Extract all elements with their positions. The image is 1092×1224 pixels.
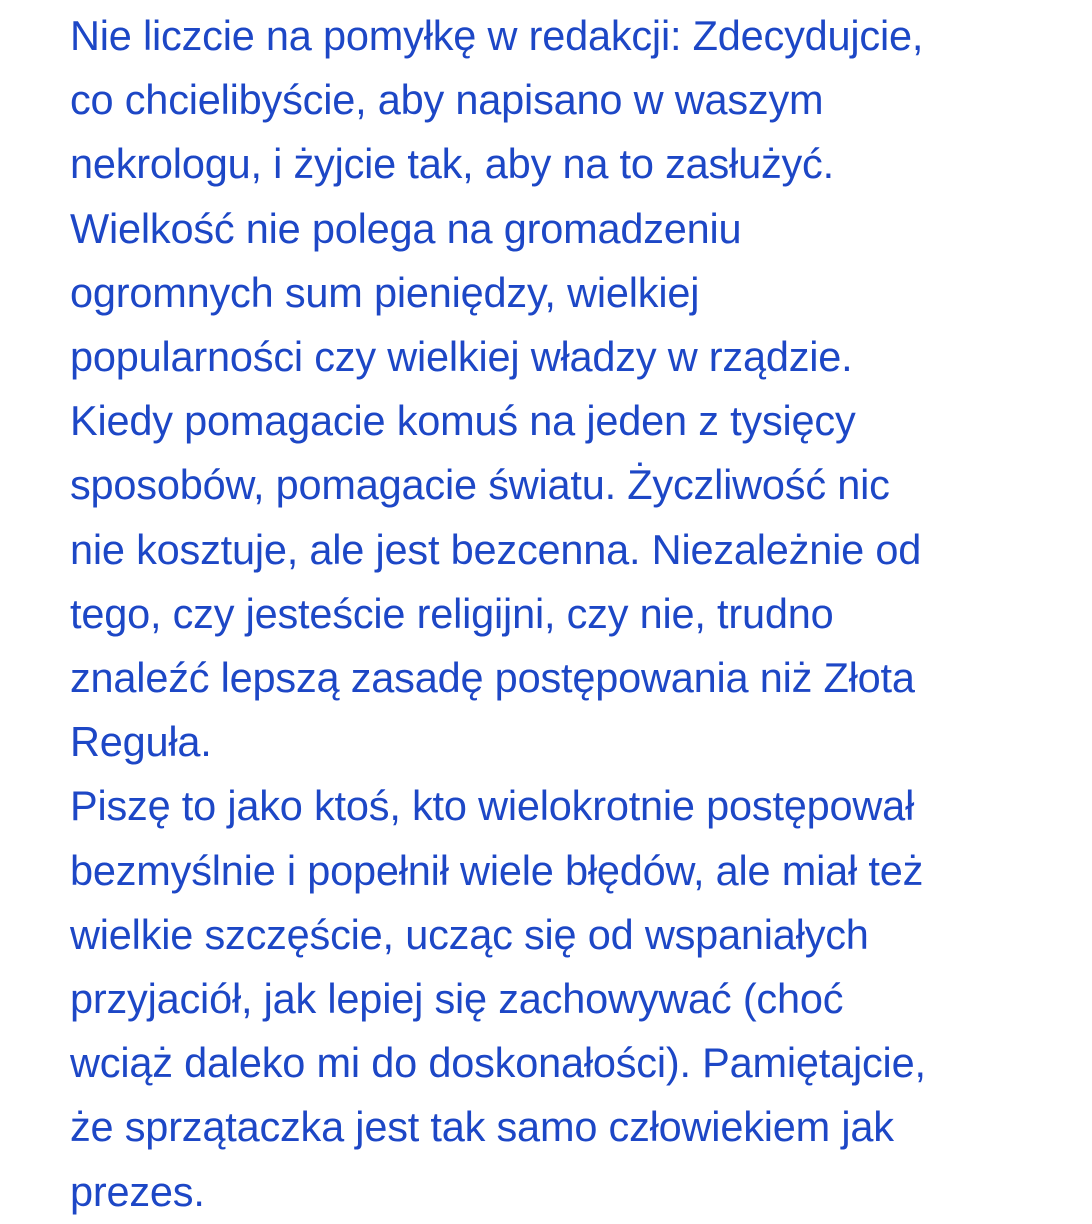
text-line: nie kosztuje, ale jest bezcenna. Niezależnie od: [70, 525, 922, 573]
text-line: tego, czy jesteście religijni, czy nie, trudno: [70, 589, 834, 637]
text-line: ogromnych sum pieniędzy, wielkiej: [70, 268, 700, 316]
text-line: Kiedy pomagacie komuś na jeden z tysięcy: [70, 397, 856, 445]
text-line: Nie liczcie na pomyłkę w redakcji: Zdecydujcie,: [70, 12, 924, 59]
text-line: bezmyślnie i popełnił wiele błędów, ale miał też: [70, 846, 924, 894]
text-line: sposobów, pomagacie światu. Życzliwość nic: [70, 461, 890, 509]
text-line: co chcielibyście, aby napisano w waszym: [70, 76, 824, 124]
text-line: wciąż daleko mi do doskonałości). Pamiętajcie,: [70, 1039, 926, 1087]
text-line: nekrologu, i żyjcie tak, aby na to zasłużyć.: [70, 140, 834, 188]
text-line: wielkie szczęście, ucząc się od wspaniałych: [70, 910, 869, 958]
document-body: [70, 4, 1080, 1224]
text-line: Piszę to jako ktoś, kto wielokrotnie postępował: [70, 782, 915, 830]
text-line: przyjaciół, jak lepiej się zachowywać (choć: [70, 975, 844, 1023]
text-line: Wielkość nie polega na gromadzeniu: [70, 204, 742, 252]
text-line: popularności czy wielkiej władzy w rządzie.: [70, 333, 853, 381]
text-line: znaleźć lepszą zasadę postępowania niż Złota: [70, 654, 915, 702]
text-line: Reguła.: [70, 718, 212, 766]
text-line: że sprzątaczka jest tak samo człowiekiem jak: [70, 1103, 894, 1151]
text-line: prezes.: [70, 1167, 205, 1215]
